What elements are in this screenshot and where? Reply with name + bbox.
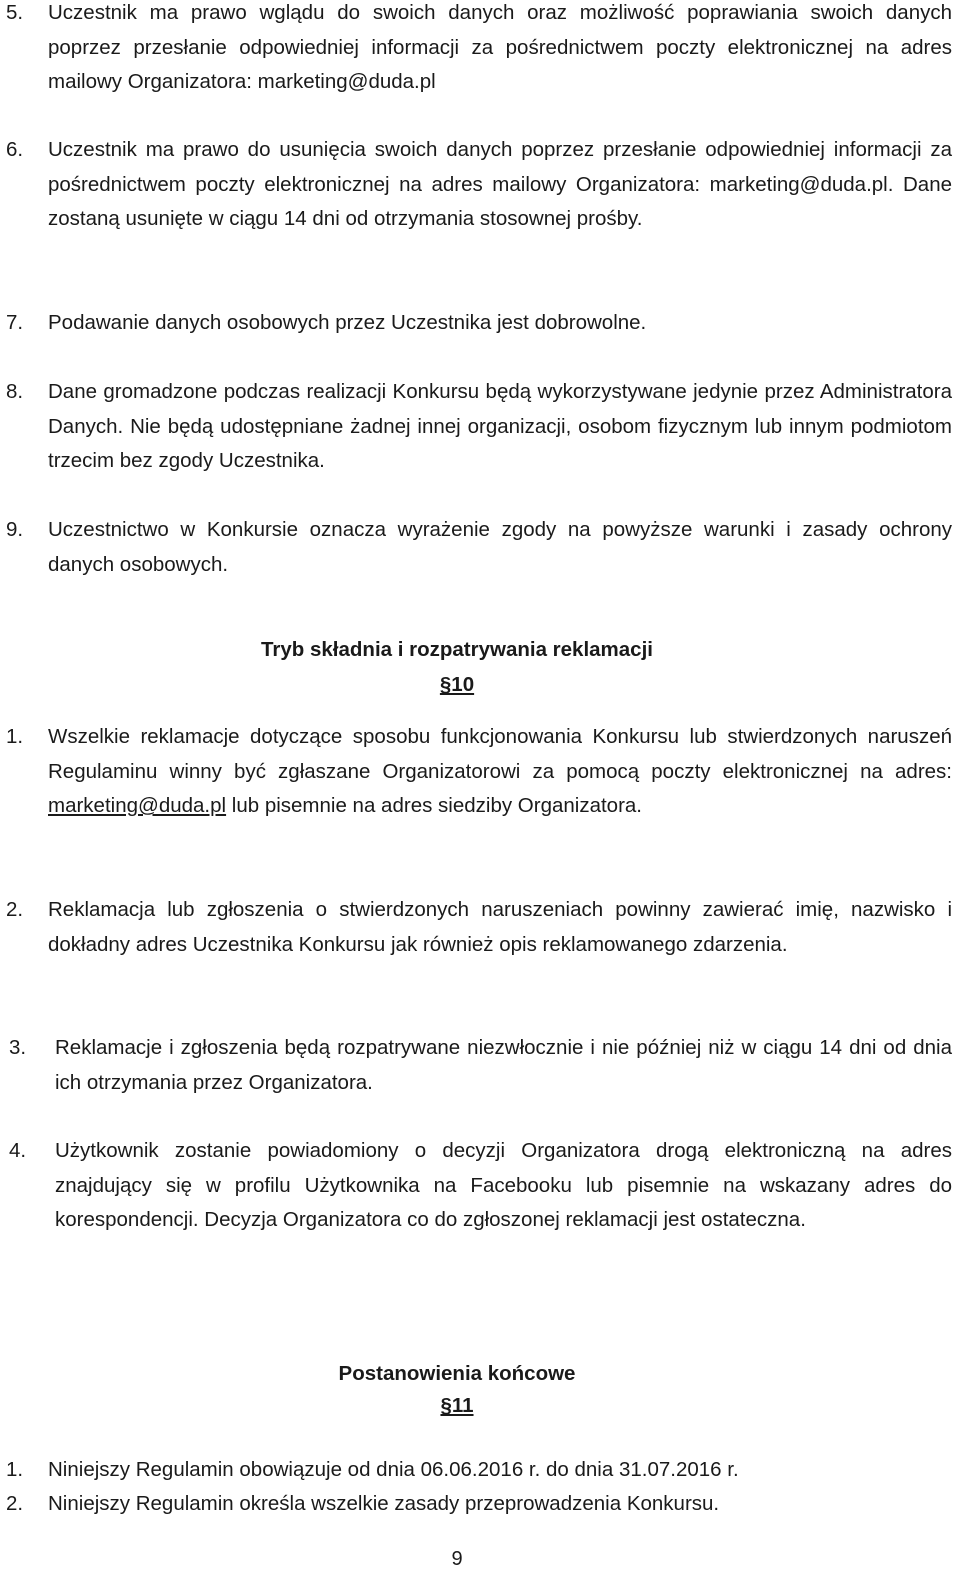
list-item [0, 133, 952, 237]
item-text: Uczestnik ma prawo do usunięcia swoich danych poprzez przesłanie odpowiedniej informacji za pośrednictwem poczty elektronicznej na adres mailowy Organizatora: marketing@duda.pl. Dane zostaną usunięte w ciągu 14 dni od otrzymania stosownej prośby. [48, 138, 952, 230]
item-number: 6. [6, 138, 24, 161]
paragraph-number: §10 [439, 673, 475, 696]
list-item [0, 893, 952, 962]
item-text: Niniejszy Regulamin obowiązuje od dnia 06.06.2016 r. do dnia 31.07.2016 r. [48, 1458, 739, 1481]
item-number: 9. [6, 518, 24, 541]
list-item [0, 1031, 952, 1100]
page-number: 9 [451, 1548, 463, 1570]
item-text: Dane gromadzone podczas realizacji Konkursu będą wykorzystywane jedynie przez Administratora Danych. Nie będą udostępniane żadnej innej organizacji, osobom fizycznym lub innym podmiotom trzecim bez zgody Uczestnika. [48, 380, 952, 472]
list-item [0, 375, 952, 479]
list-item [0, 1453, 952, 1488]
item-number: 1. [6, 725, 24, 748]
item-text [48, 720, 952, 824]
item-number: 7. [6, 311, 24, 334]
item-text: Podawanie danych osobowych przez Uczestnika jest dobrowolne. [48, 311, 647, 334]
item-number: 4. [9, 1139, 27, 1162]
list-item [0, 306, 952, 341]
item-text: Reklamacje i zgłoszenia będą rozpatrywane niezwłocznie i nie później niż w ciągu 14 dni od dnia ich otrzymania przez Organizatora. [55, 1036, 952, 1094]
item-text-end: lub pisemnie na adres siedziby Organizatora. [226, 794, 642, 817]
item-text-start: Wszelkie reklamacje dotyczące sposobu funkcjonowania Konkursu lub stwierdzonych naruszeń Regulaminu winny być zgłaszane Organizatorowi za pomocą poczty elektronicznej na adres: [48, 725, 952, 783]
section-heading: Postanowienia końcowe [338, 1362, 576, 1385]
list-item [0, 720, 952, 824]
list-item [0, 1134, 952, 1238]
item-number: 8. [6, 380, 24, 403]
list-item [0, 1487, 952, 1522]
list-item [0, 0, 952, 100]
item-text: Reklamacja lub zgłoszenia o stwierdzonych naruszeniach powinny zawierać imię, nazwisko i dokładny adres Uczestnika Konkursu jak również opis reklamowanego zdarzenia. [48, 898, 952, 956]
list-item [0, 513, 952, 582]
item-text: Uczestnictwo w Konkursie oznacza wyrażenie zgody na powyższe warunki i zasady ochrony danych osobowych. [48, 518, 952, 576]
item-text: Uczestnik ma prawo wglądu do swoich danych oraz możliwość poprawiania swoich danych poprzez przesłanie odpowiedniej informacji za pośrednictwem poczty elektronicznej na adres mailowy Organizatora: marketing@duda.pl [48, 1, 952, 93]
section-heading: Tryb składnia i rozpatrywania reklamacji [261, 638, 653, 661]
item-text: Niniejszy Regulamin określa wszelkie zasady przeprowadzenia Konkursu. [48, 1492, 720, 1515]
item-text: Użytkownik zostanie powiadomiony o decyzji Organizatora drogą elektroniczną na adres znajdujący się w profilu Użytkownika na Facebooku lub pisemnie na wskazany adres do korespondencji. Decyzja Organizatora co do zgłoszonej reklamacji jest ostateczna. [55, 1139, 952, 1231]
email-link[interactable]: marketing@duda.pl [48, 794, 227, 817]
item-number: 3. [9, 1036, 27, 1059]
item-number: 1. [6, 1458, 24, 1481]
paragraph-number: §11 [440, 1394, 474, 1417]
item-number: 5. [6, 1, 24, 24]
item-number: 2. [6, 898, 24, 921]
item-number: 2. [6, 1492, 24, 1515]
